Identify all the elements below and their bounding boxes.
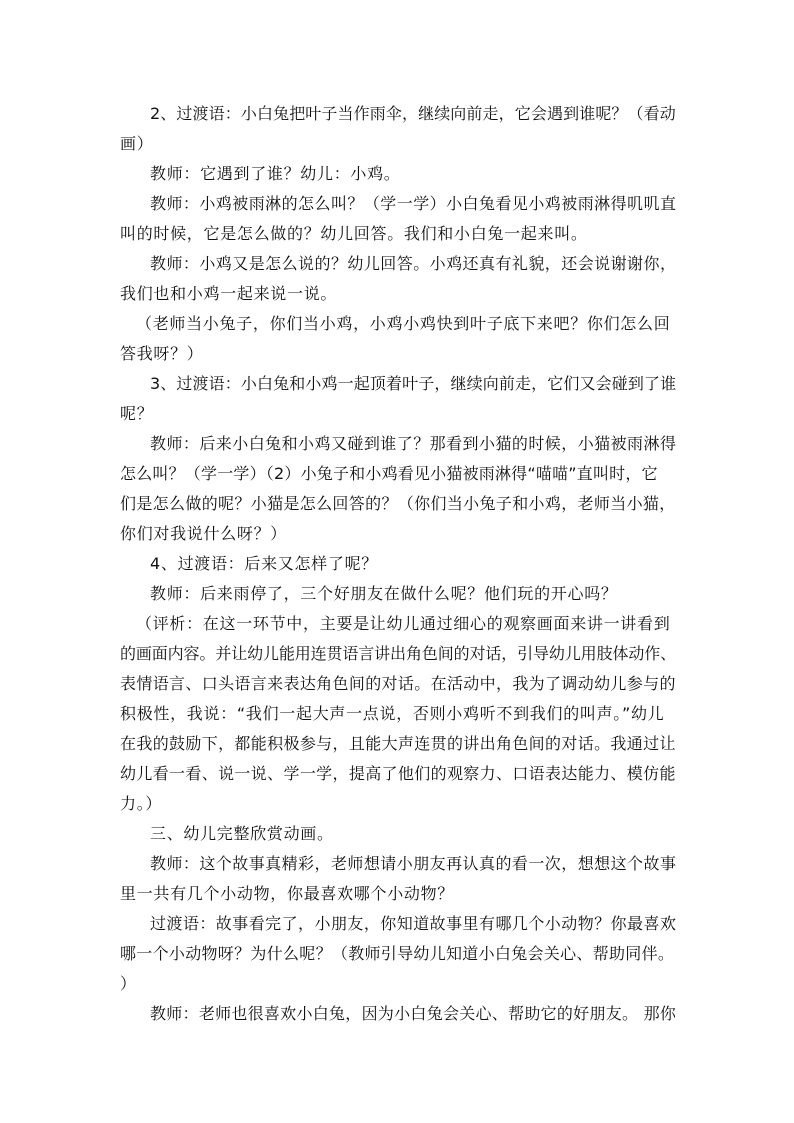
text-line: 积极性，我说：“我们一起大声一点说，否则小鸡听不到我们的叫声。”幼儿: [120, 704, 665, 723]
text-line: 画）: [120, 134, 154, 153]
text-line: 力。）: [120, 794, 163, 813]
text-line: 我们也和小鸡一起来说一说。: [120, 284, 338, 303]
text-line: 表情语言、口头语言来表达角色间的对话。在活动中，我为了调动幼儿参与的: [120, 674, 676, 693]
text-line: 答我呀？）: [120, 344, 204, 363]
text-line: （评析：在这一环节中，主要是让幼儿通过细心的观察画面来讲一讲看到: [136, 614, 671, 633]
text-line: 教师：小鸡被雨淋的怎么叫？（学一学）小白兔看见小鸡被雨淋得叽叽直: [150, 194, 677, 213]
text-line: 你们对我说什么呀？）: [120, 524, 288, 543]
text-line: 4、过渡语：后来又怎样了呢？: [150, 554, 378, 573]
text-line: （老师当小兔子，你们当小鸡，小鸡小鸡快到叶子底下来吧？你们怎么回: [136, 314, 671, 333]
text-line: 的画面内容。并让幼儿能用连贯语言讲出角色间的对话，引导幼儿用肢体动作、: [120, 644, 677, 663]
text-line: 教师：这个故事真精彩，老师想请小朋友再认真的看一次，想想这个故事: [150, 854, 677, 873]
text-line: 过渡语：故事看完了，小朋友，你知道故事里有哪几个小动物？你最喜欢: [150, 914, 677, 933]
text-line: 教师：小鸡又是怎么说的？幼儿回答。小鸡还真有礼貌，还会说谢谢你，: [150, 254, 677, 273]
text-line: 哪一个小动物呀？为什么呢？（教师引导幼儿知道小白兔会关心、帮助同伴。: [120, 944, 675, 963]
text-line: 里一共有几个小动物，你最喜欢哪个小动物？: [120, 884, 455, 903]
text-line: 呢？: [120, 404, 154, 423]
text-line: 在我的鼓励下，都能积极参与，且能大声连贯的讲出角色间的对话。我通过让: [120, 734, 676, 753]
text-line: 三、幼儿完整欣赏动画。: [150, 824, 334, 843]
text-line: 怎么叫？（学一学）（2）小兔子和小鸡看见小猫被雨淋得“喵喵”直叫时，它: [120, 464, 658, 483]
text-line: 叫的时候，它是怎么做的？幼儿回答。我们和小白兔一起来叫。: [120, 224, 588, 243]
text-line: 3、过渡语：小白兔和小鸡一起顶着叶子，继续向前走，它们又会碰到了谁: [150, 374, 677, 393]
text-line: 教师：老师也很喜欢小白兔，因为小白兔会关心、帮助它的好朋友。 那你: [150, 1004, 677, 1023]
text-line: 教师：后来雨停了，三个好朋友在做什么呢？他们玩的开心吗？: [150, 584, 618, 603]
text-line: 2、过渡语：小白兔把叶子当作雨伞，继续向前走，它会遇到谁呢？（看动: [150, 104, 676, 123]
text-line: 教师：后来小白兔和小鸡又碰到谁了？那看到小猫的时候，小猫被雨淋得: [150, 434, 677, 453]
text-line: 幼儿看一看、说一说、学一学，提高了他们的观察力、口语表达能力、模仿能: [120, 764, 676, 783]
text-line: 教师：它遇到了谁？幼儿：小鸡。: [150, 164, 401, 183]
text-line: ）: [120, 974, 137, 993]
text-line: 们是怎么做的呢？小猫是怎么回答的？（你们当小兔子和小鸡，老师当小猫，: [120, 494, 676, 513]
